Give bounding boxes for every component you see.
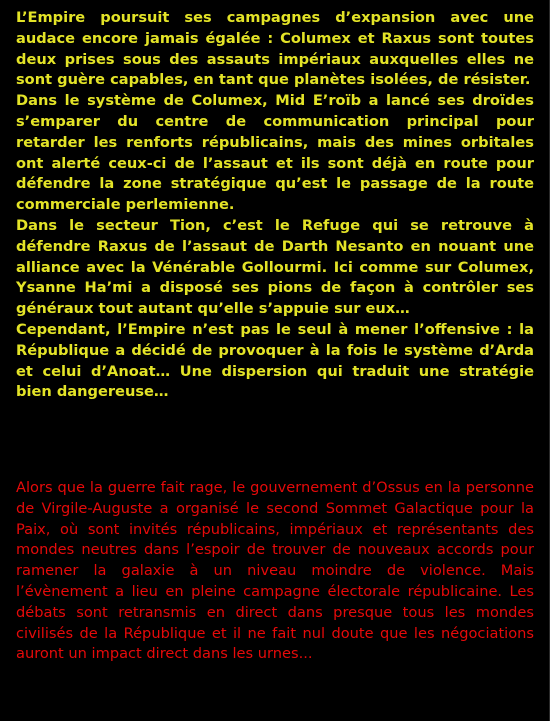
paragraph-republic-offensive: Cependant, l’Empire n’est pas le seul à mener l’offensive : la République a décidé de provoquer à la fois le système d’Arda et celui d’Anoat… Une dispersion qui traduit une stratégie bien dangereuse…	[16, 320, 534, 401]
empire-campaign-section	[16, 8, 534, 403]
paragraph-empire-expansion: L’Empire poursuit ses campagnes d’expansion avec une audace encore jamais égalée : Columex et Raxus sont toutes deux prises sous des assauts impériaux auxquelles elles ne sont guère capables, en tant que planètes isolées, de résister.	[16, 9, 534, 89]
paragraph-peace-summit: Alors que la guerre fait rage, le gouvernement d’Ossus en la personne de Virgile-Auguste a organisé le second Sommet Galactique pour la Paix, où sont invités républicains, impériaux et représentants des mondes neutres dans l’espoir de trouver de nouveaux accords pour ramener la galaxie à un niveau moindre de violence. Mais l’évènement a lieu en pleine campagne électorale républicaine. Les débats sont retransmis en direct dans presque tous les mondes civilisés de la République et il ne fait nul doute que les négociations auront un impact direct dans les urnes...	[16, 479, 534, 663]
paragraph-raxus-tion: Dans le secteur Tion, c’est le Refuge qui se retrouve à défendre Raxus de l’assaut de Darth Nesanto en nouant une alliance avec la Vénérable Gollourmi. Ici comme sur Columex, Ysanne Ha’mi a disposé ses pions de façon à contrôler ses généraux tout autant qu’elle s’appuie sur eux…	[16, 216, 534, 318]
paragraph-columex: Dans le système de Columex, Mid E’roïb a lancé ses droïdes s’emparer du centre de communication principal pour retarder les renforts républicains, mais des mines orbitales ont alerté ceux-ci de l’assaut et ils sont déjà en route pour défendre la zone stratégique qu’est le passage de la route commerciale perlemienne.	[16, 92, 534, 214]
peace-summit-section	[16, 478, 534, 665]
